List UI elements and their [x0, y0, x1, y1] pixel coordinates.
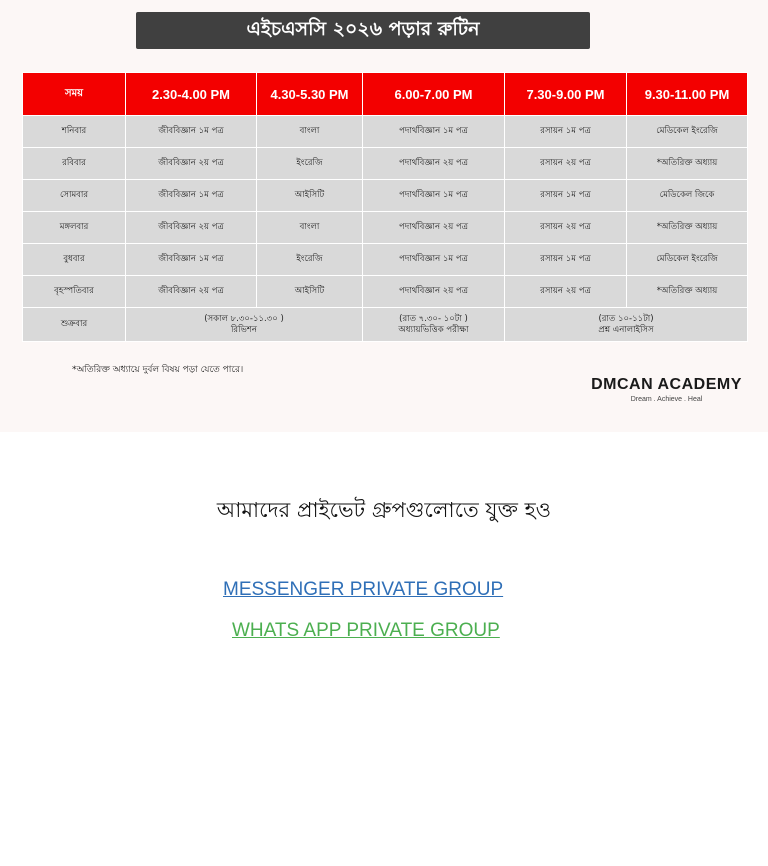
- routine-table: [22, 72, 748, 342]
- subject-cell: পদার্থবিজ্ঞান ২য় পত্র: [363, 212, 505, 244]
- subject-cell: জীববিজ্ঞান ২য় পত্র: [126, 276, 257, 308]
- table-row: [23, 276, 748, 308]
- messenger-group-link[interactable]: MESSENGER PRIVATE GROUP: [223, 579, 504, 600]
- header-slot-5: 9.30-11.00 PM: [627, 73, 748, 116]
- friday-morning-cell: [126, 308, 363, 342]
- brand-logo: [584, 376, 749, 403]
- subject-cell: রসায়ন ২য় পত্র: [505, 212, 627, 244]
- table-row: [23, 116, 748, 148]
- friday-evening-time: (রাত ৭.৩০- ১০টা ): [399, 313, 468, 324]
- subject-cell: আইসিটি: [257, 276, 363, 308]
- subject-cell: *অতিরিক্ত অধ্যায়: [627, 148, 748, 180]
- subject-cell: রসায়ন ২য় পত্র: [505, 276, 627, 308]
- day-cell: শুক্রবার: [23, 308, 126, 342]
- header-slot-2: 4.30-5.30 PM: [257, 73, 363, 116]
- subject-cell: রসায়ন ২য় পত্র: [505, 148, 627, 180]
- subject-cell: পদার্থবিজ্ঞান ২য় পত্র: [363, 148, 505, 180]
- day-cell: বৃহস্পতিবার: [23, 276, 126, 308]
- subject-cell: আইসিটি: [257, 180, 363, 212]
- table-row: [23, 212, 748, 244]
- friday-evening-cell: [363, 308, 505, 342]
- friday-night-task: প্রশ্ন এনালাইসিস: [598, 324, 654, 335]
- subject-cell: *অতিরিক্ত অধ্যায়: [627, 276, 748, 308]
- subject-cell: মেডিকেল ইংরেজি: [627, 244, 748, 276]
- friday-night-cell: [505, 308, 748, 342]
- subject-cell: ইংরেজি: [257, 148, 363, 180]
- day-cell: বুধবার: [23, 244, 126, 276]
- friday-night-time: (রাত ১০-১১টা): [598, 313, 654, 324]
- subject-cell: জীববিজ্ঞান ২য় পত্র: [126, 212, 257, 244]
- day-cell: মঙ্গলবার: [23, 212, 126, 244]
- subject-cell: জীববিজ্ঞান ১ম পত্র: [126, 244, 257, 276]
- subject-cell: *অতিরিক্ত অধ্যায়: [627, 212, 748, 244]
- subject-cell: রসায়ন ১ম পত্র: [505, 116, 627, 148]
- routine-title: এইচএসসি ২০২৬ পড়ার রুটিন: [136, 12, 590, 49]
- routine-section: [0, 0, 768, 432]
- subject-cell: ইংরেজি: [257, 244, 363, 276]
- table-row: [23, 244, 748, 276]
- table-header-row: [23, 73, 748, 116]
- friday-row: [23, 308, 748, 342]
- friday-morning-time: (সকাল ৮.৩০-১১.৩০ ): [204, 313, 284, 324]
- subject-cell: পদার্থবিজ্ঞান ১ম পত্র: [363, 116, 505, 148]
- subject-cell: জীববিজ্ঞান ১ম পত্র: [126, 116, 257, 148]
- brand-tagline: Dream . Achieve . Heal: [630, 396, 703, 403]
- header-slot-1: 2.30-4.00 PM: [126, 73, 257, 116]
- subject-cell: পদার্থবিজ্ঞান ২য় পত্র: [363, 276, 505, 308]
- subject-cell: মেডিকেল ইংরেজি: [627, 116, 748, 148]
- table-row: [23, 180, 748, 212]
- subject-cell: জীববিজ্ঞান ২য় পত্র: [126, 148, 257, 180]
- day-cell: শনিবার: [23, 116, 126, 148]
- brand-name: DMCAN ACADEMY: [591, 376, 742, 393]
- subject-cell: মেডিকেল জিকে: [627, 180, 748, 212]
- whatsapp-group-link[interactable]: WHATS APP PRIVATE GROUP: [232, 620, 500, 641]
- subject-cell: পদার্থবিজ্ঞান ১ম পত্র: [363, 180, 505, 212]
- friday-evening-task: অধ্যায়ভিত্তিক পরীক্ষা: [398, 324, 469, 335]
- header-time: সময়: [23, 73, 126, 116]
- footnote: *অতিরিক্ত অধ্যায়ে দুর্বল বিষয় পড়া যেতে পারে।: [72, 365, 244, 375]
- day-cell: রবিবার: [23, 148, 126, 180]
- subject-cell: জীববিজ্ঞান ১ম পত্র: [126, 180, 257, 212]
- subject-cell: বাংলা: [257, 212, 363, 244]
- subject-cell: রসায়ন ১ম পত্র: [505, 180, 627, 212]
- header-slot-3: 6.00-7.00 PM: [363, 73, 505, 116]
- subject-cell: রসায়ন ১ম পত্র: [505, 244, 627, 276]
- join-heading: আমাদের প্রাইভেট গ্রুপগুলোতে যুক্ত হও: [216, 498, 552, 522]
- friday-morning-task: রিভিশন: [231, 324, 257, 335]
- header-slot-4: 7.30-9.00 PM: [505, 73, 627, 116]
- subject-cell: বাংলা: [257, 116, 363, 148]
- subject-cell: পদার্থবিজ্ঞান ১ম পত্র: [363, 244, 505, 276]
- day-cell: সোমবার: [23, 180, 126, 212]
- table-row: [23, 148, 748, 180]
